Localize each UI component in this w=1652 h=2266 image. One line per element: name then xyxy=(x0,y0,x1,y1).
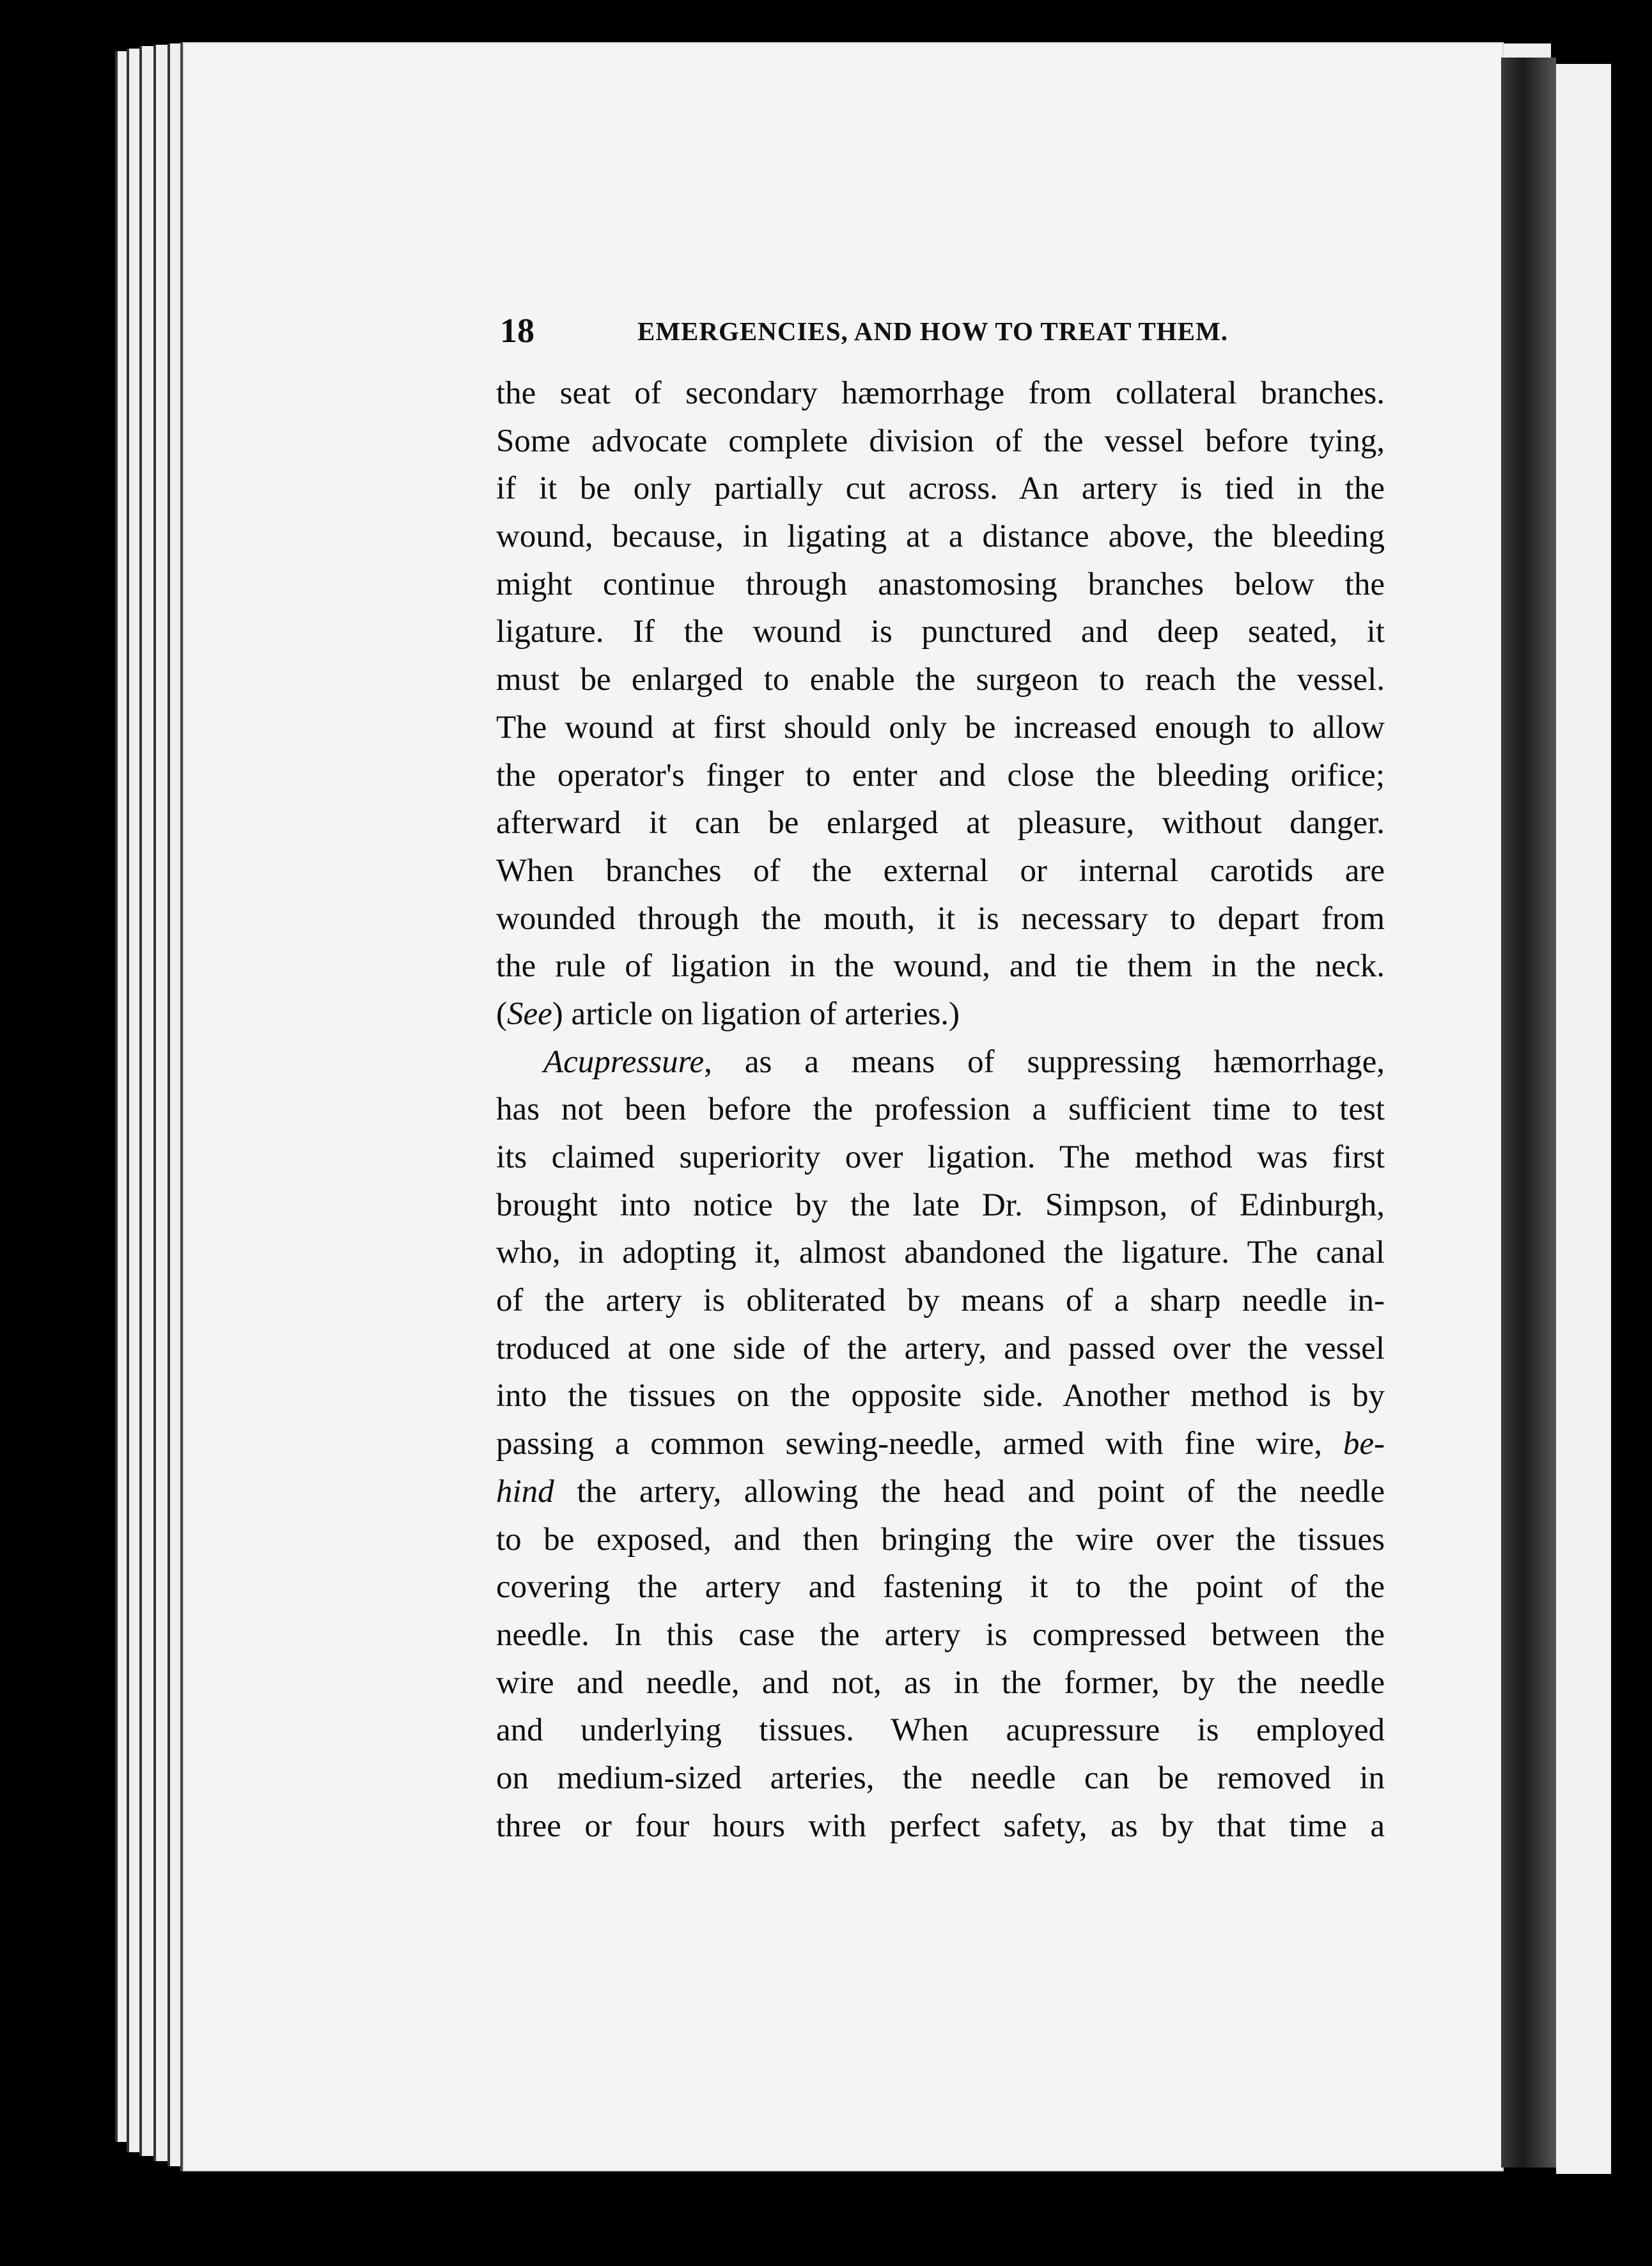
text-line: must be enlarged to enable the surgeon to reach the vessel. xyxy=(496,662,1385,698)
text-line: When branches of the external or internal carotids are xyxy=(496,852,1385,889)
text-line xyxy=(496,1420,1385,1468)
text-line: wounded through the mouth, it is necessary to depart from xyxy=(496,900,1385,937)
text-line: who, in adopting it, almost abandoned the ligature. The canal xyxy=(496,1235,1385,1271)
text-line: troduced at one side of the artery, and passed over the vessel xyxy=(496,1330,1385,1366)
text-line: has not been before the profession a sufficient time to test xyxy=(496,1091,1385,1128)
text-line: to be exposed, and then bringing the wire over the tissues xyxy=(496,1521,1385,1558)
body-text xyxy=(496,370,1385,1850)
line-remainder: the artery, allowing the head and point of the needle xyxy=(554,1473,1385,1510)
text-line: the operator's finger to enter and close the bleeding orifice; xyxy=(496,757,1385,793)
italic-be: be- xyxy=(1343,1426,1385,1462)
line-start: passing a common sewing-needle, armed with fine wire, xyxy=(496,1426,1343,1462)
text-line: wire and needle, and not, as in the former, by the needle xyxy=(496,1664,1385,1701)
book-gutter xyxy=(1501,58,1556,2168)
running-head: EMERGENCIES, AND HOW TO TREAT THEM. xyxy=(637,316,1228,346)
text-line: afterward it can be enlarged at pleasure, without danger. xyxy=(496,805,1385,841)
text-line: wound, because, in ligating at a distance above, the bleeding xyxy=(496,519,1385,555)
text-line xyxy=(496,1468,1385,1516)
scan-border xyxy=(1611,0,1652,2266)
italic-acupressure: Acupressure xyxy=(543,1043,705,1080)
line-remainder: ) article on ligation of arteries.) xyxy=(552,996,960,1032)
text-line xyxy=(496,990,1385,1038)
text-line: needle. In this case the artery is compressed between the xyxy=(496,1616,1385,1653)
text-line: brought into notice by the late Dr. Simpson, of Edinburgh, xyxy=(496,1187,1385,1223)
text-line xyxy=(496,1038,1385,1086)
paren-open: ( xyxy=(496,996,507,1032)
text-line: ligature. If the wound is punctured and deep seated, it xyxy=(496,614,1385,650)
page-number: 18 xyxy=(500,311,534,350)
text-line: of the artery is obliterated by means of a sharp needle in- xyxy=(496,1283,1385,1319)
text-line: the rule of ligation in the wound, and tie them in the neck. xyxy=(496,948,1385,985)
text-line: The wound at first should only be increased enough to allow xyxy=(496,709,1385,746)
text-line: into the tissues on the opposite side. Another method is by xyxy=(496,1378,1385,1414)
text-line: its claimed superiority over ligation. The method was first xyxy=(496,1139,1385,1175)
italic-hind: hind xyxy=(496,1473,554,1510)
text-line: three or four hours with perfect safety, as by that time a xyxy=(496,1808,1385,1844)
text-line: might continue through anastomosing branches below the xyxy=(496,566,1385,602)
italic-see: See xyxy=(506,996,552,1032)
text-line: and underlying tissues. When acupressure is employed xyxy=(496,1712,1385,1749)
text-line: on medium-sized arteries, the needle can be removed in xyxy=(496,1760,1385,1796)
text-line: Some advocate complete division of the vessel before tying, xyxy=(496,423,1385,459)
text-line: covering the artery and fastening it to the point of the xyxy=(496,1569,1385,1606)
text-line: if it be only partially cut across. An artery is tied in the xyxy=(496,471,1385,507)
line-remainder: , as a means of suppressing hæmorrhage, xyxy=(704,1043,1385,1080)
page-header xyxy=(500,311,1376,356)
text-line: the seat of secondary hæmorrhage from collateral branches. xyxy=(496,375,1385,411)
